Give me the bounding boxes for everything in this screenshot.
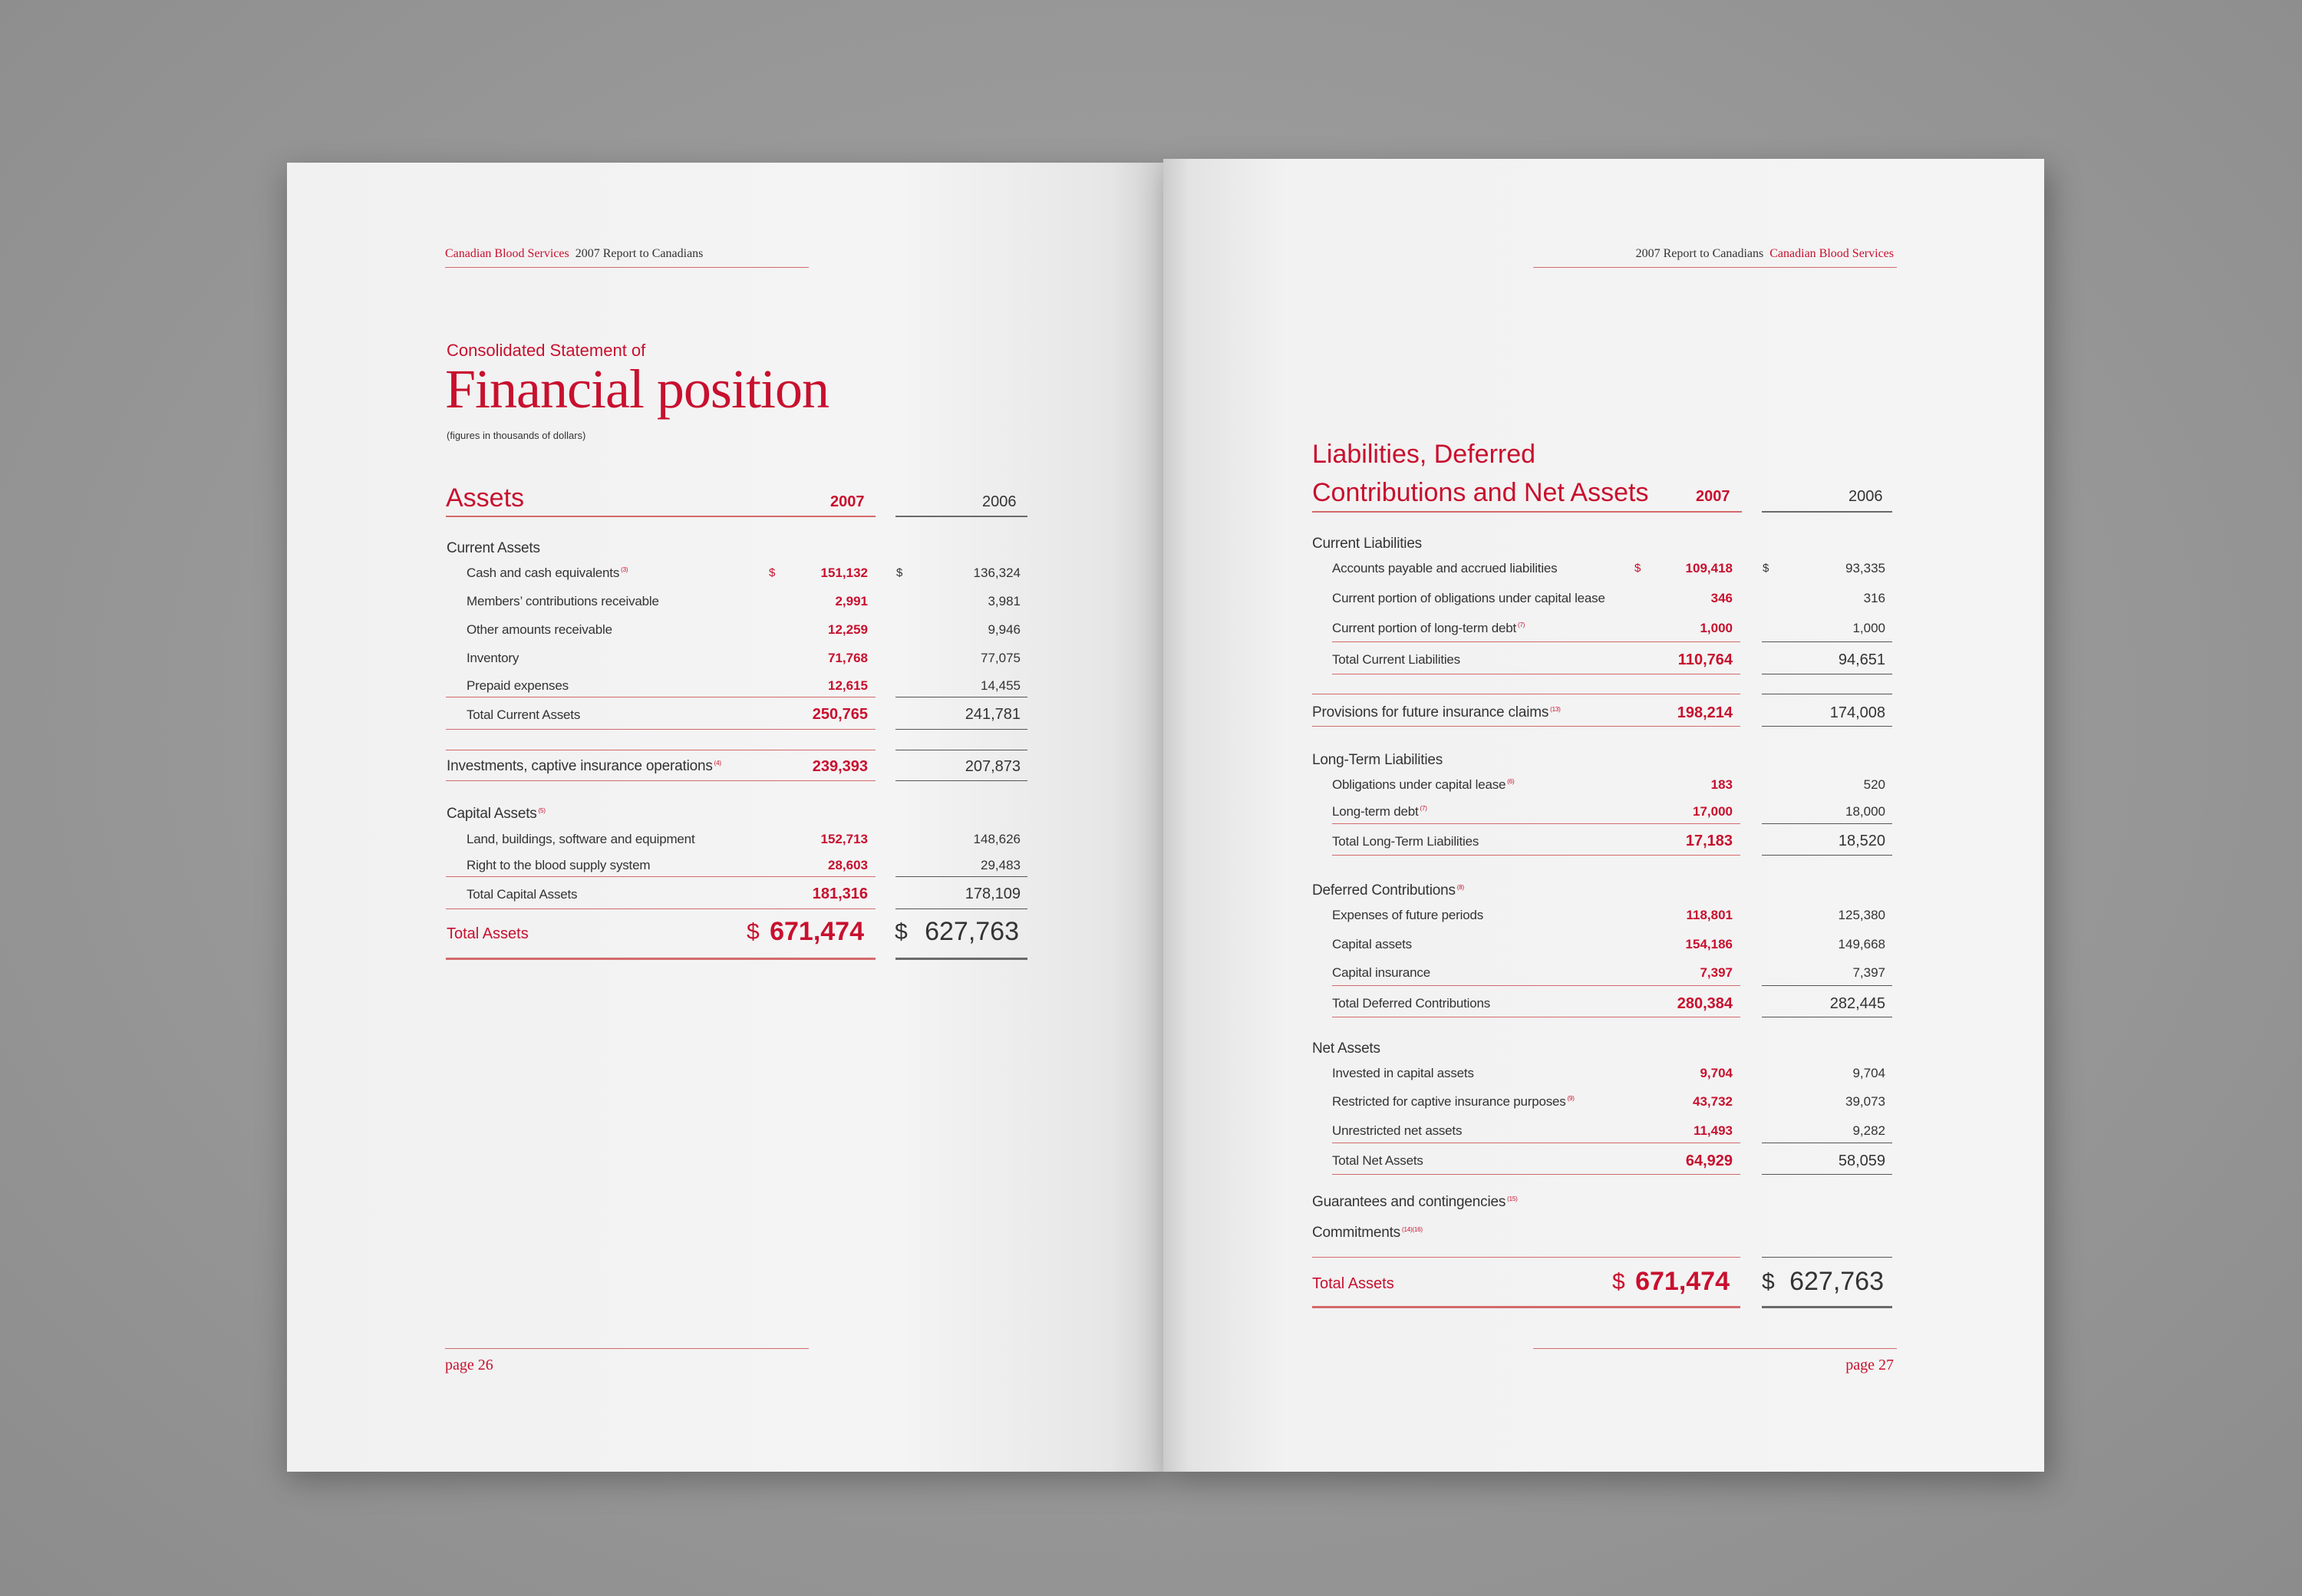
section-rule-2007 — [1312, 511, 1742, 513]
row-label: Current portion of long-term debt — [1332, 621, 1517, 635]
footer-rule — [1533, 1348, 1897, 1349]
right-running-header — [1533, 247, 1894, 261]
capital-assets-heading: Capital Assets — [447, 806, 537, 822]
total-2007: 110,764 — [1677, 651, 1733, 668]
total-label: Total Long-Term Liabilities — [1332, 834, 1479, 849]
row-rule — [1762, 855, 1892, 856]
value-2006: 136,324 — [973, 566, 1021, 580]
row-label: Right to the blood supply system — [467, 858, 651, 872]
row-rule — [1762, 985, 1892, 986]
value-2006: 149,668 — [1838, 937, 1885, 951]
note-ref: (3) — [621, 566, 628, 574]
note-ref: (5) — [538, 806, 546, 814]
value-2006: 125,380 — [1838, 908, 1885, 922]
value-2006: 93,335 — [1845, 561, 1885, 575]
section-rule-2007 — [446, 516, 876, 517]
note-ref: (4) — [714, 759, 721, 767]
total-assets-label: Total Assets — [1312, 1275, 1394, 1292]
row-label: Provisions for future insurance claims — [1312, 704, 1549, 721]
total-assets-2006: 627,763 — [925, 917, 1019, 946]
value-2007: 11,493 — [1693, 1123, 1733, 1138]
note-ref: (8) — [1456, 883, 1464, 891]
row-rule — [1332, 823, 1740, 824]
value-2006: 77,075 — [981, 651, 1021, 665]
note-ref: (7) — [1518, 622, 1525, 629]
value-2006: 7,397 — [1852, 965, 1885, 980]
total-2007: 181,316 — [812, 885, 868, 902]
value-2006: 14,455 — [981, 678, 1021, 693]
total-label: Total Deferred Contributions — [1332, 996, 1491, 1011]
value-2006: 520 — [1863, 777, 1885, 792]
total-2006: 18,520 — [1838, 833, 1885, 849]
header-report: 2007 Report to Canadians — [575, 247, 704, 260]
row-rule — [446, 908, 876, 909]
guarantees-label: Guarantees and contingencies — [1312, 1194, 1506, 1210]
row-rule — [446, 729, 876, 730]
section-heading-line1: Liabilities, Deferred — [1312, 440, 1536, 469]
col-header-2006: 2006 — [982, 493, 1017, 510]
row-label: Investments, captive insurance operations — [447, 758, 713, 774]
value-2006: 174,008 — [1829, 704, 1885, 721]
row-label: Expenses of future periods — [1332, 908, 1484, 922]
total-2006: 58,059 — [1838, 1152, 1885, 1169]
value-2007: 109,418 — [1685, 561, 1733, 575]
row-label: Inventory — [467, 651, 519, 665]
total-2006: 241,781 — [965, 706, 1021, 723]
deferred-heading: Deferred Contributions — [1312, 882, 1456, 899]
total-label: Total Net Assets — [1332, 1153, 1423, 1168]
row-rule — [1312, 726, 1740, 727]
page-title: Financial position — [445, 358, 829, 420]
total-2006: 94,651 — [1838, 651, 1885, 668]
note-ref: (7) — [1420, 805, 1427, 813]
value-2007: 152,713 — [820, 832, 868, 846]
col-header-2007: 2007 — [830, 493, 865, 510]
value-2006: 1,000 — [1852, 621, 1885, 635]
row-rule — [1332, 985, 1740, 986]
row-rule — [1762, 823, 1892, 824]
total-label: Total Current Liabilities — [1332, 652, 1460, 667]
header-org: Canadian Blood Services — [1769, 247, 1894, 260]
value-2007: 198,214 — [1677, 704, 1733, 721]
note-ref: (14)(16) — [1401, 1225, 1423, 1233]
value-2007: 2,991 — [835, 594, 868, 608]
row-label: Invested in capital assets — [1332, 1066, 1474, 1080]
header-report: 2007 Report to Canadians — [1635, 247, 1764, 260]
total-assets-label: Total Assets — [447, 925, 529, 942]
value-2006: 18,000 — [1845, 804, 1885, 819]
value-2007: 12,259 — [828, 622, 868, 637]
row-label: Other amounts receivable — [467, 622, 612, 637]
row-label: Members’ contributions receivable — [467, 594, 659, 608]
value-2006: 9,704 — [1852, 1066, 1885, 1080]
header-rule — [1533, 267, 1897, 268]
page-number: page 26 — [445, 1357, 493, 1373]
note-ref: (15) — [1507, 1195, 1518, 1202]
net-assets-heading: Net Assets — [1312, 1040, 1380, 1057]
grand-total-rule — [895, 958, 1027, 960]
total-2006: 178,109 — [965, 885, 1021, 902]
grand-total-rule — [446, 958, 876, 960]
row-rule — [895, 729, 1027, 730]
total-2007: 17,183 — [1685, 833, 1733, 849]
total-assets-2007: 671,474 — [1635, 1267, 1730, 1296]
note-ref: (13) — [1550, 705, 1561, 713]
row-label: Obligations under capital lease — [1332, 777, 1506, 792]
currency-2006: $ — [1762, 1269, 1775, 1294]
value-2006: 316 — [1863, 591, 1885, 605]
row-rule — [1762, 641, 1892, 642]
row-rule — [1762, 726, 1892, 727]
currency-2006: $ — [896, 566, 903, 579]
row-rule — [1762, 1257, 1892, 1258]
value-2007: 71,768 — [828, 651, 868, 665]
row-label: Current portion of obligations under capital lease — [1332, 591, 1605, 605]
row-rule — [446, 876, 876, 877]
value-2007: 9,704 — [1700, 1066, 1733, 1080]
right-page — [1163, 159, 2044, 1472]
value-2007: 12,615 — [828, 678, 868, 693]
row-rule — [446, 780, 876, 781]
note-ref: (9) — [1567, 1095, 1575, 1103]
total-label: Total Current Assets — [467, 707, 581, 722]
grand-total-rule — [1312, 1306, 1740, 1308]
currency-2006: $ — [895, 919, 908, 945]
grand-total-rule — [1762, 1306, 1892, 1308]
statement-kicker: Consolidated Statement of — [447, 341, 646, 360]
currency-2007: $ — [747, 919, 760, 945]
row-rule — [1332, 641, 1740, 642]
total-assets-2006: 627,763 — [1789, 1267, 1884, 1296]
value-2007: 154,186 — [1685, 937, 1733, 951]
value-2007: 28,603 — [828, 858, 868, 872]
section-heading-line2: Contributions and Net Assets — [1312, 478, 1649, 507]
row-rule — [1332, 1174, 1740, 1175]
value-2007: 183 — [1710, 777, 1733, 792]
header-org: Canadian Blood Services — [445, 247, 569, 260]
value-2006: 3,981 — [988, 594, 1021, 608]
value-2006: 9,946 — [988, 622, 1021, 637]
row-rule — [895, 876, 1027, 877]
page-number: page 27 — [1845, 1357, 1894, 1373]
total-label: Total Capital Assets — [467, 887, 578, 902]
row-label: Accounts payable and accrued liabilities — [1332, 561, 1558, 575]
value-2007: 1,000 — [1700, 621, 1733, 635]
section-heading-assets: Assets — [446, 483, 525, 513]
row-rule — [1312, 1257, 1740, 1258]
value-2007: 43,732 — [1693, 1094, 1733, 1109]
col-header-2006: 2006 — [1849, 488, 1883, 505]
value-2006: 9,282 — [1852, 1123, 1885, 1138]
section-rule-2006 — [1762, 511, 1892, 513]
row-label: Capital insurance — [1332, 965, 1430, 980]
value-2007: 151,132 — [820, 566, 868, 580]
row-label: Long-term debt — [1332, 804, 1419, 819]
note-ref: (6) — [1507, 778, 1515, 786]
currency-2007: $ — [769, 566, 776, 579]
value-2007: 346 — [1710, 591, 1733, 605]
row-label: Land, buildings, software and equipment — [467, 832, 695, 846]
total-2007: 64,929 — [1685, 1152, 1733, 1169]
row-label: Cash and cash equivalents — [467, 566, 620, 580]
header-rule — [445, 267, 809, 268]
value-2006: 148,626 — [973, 832, 1021, 846]
value-2007: 17,000 — [1693, 804, 1733, 819]
value-2006: 29,483 — [981, 858, 1021, 872]
current-liabilities-heading: Current Liabilities — [1312, 536, 1422, 552]
total-2006: 282,445 — [1829, 995, 1885, 1012]
figures-note: (figures in thousands of dollars) — [447, 430, 586, 441]
total-2007: 250,765 — [812, 706, 868, 723]
row-label: Unrestricted net assets — [1332, 1123, 1463, 1138]
row-rule — [1332, 855, 1740, 856]
left-running-header — [445, 247, 703, 261]
row-rule — [1762, 1174, 1892, 1175]
row-label: Restricted for captive insurance purposes — [1332, 1094, 1566, 1109]
row-rule — [895, 780, 1027, 781]
current-assets-heading: Current Assets — [447, 540, 540, 556]
section-rule-2006 — [895, 516, 1027, 517]
row-label: Capital assets — [1332, 937, 1412, 951]
row-label: Prepaid expenses — [467, 678, 569, 693]
value-2006: 207,873 — [965, 758, 1021, 775]
value-2006: 39,073 — [1845, 1094, 1885, 1109]
footer-rule — [445, 1348, 809, 1349]
total-assets-2007: 671,474 — [770, 917, 864, 946]
commitments-label: Commitments — [1312, 1225, 1400, 1241]
value-2007: 118,801 — [1686, 908, 1733, 922]
col-header-2007: 2007 — [1696, 488, 1730, 505]
currency-2007: $ — [1612, 1269, 1625, 1294]
currency-2006: $ — [1763, 562, 1769, 575]
long-term-heading: Long-Term Liabilities — [1312, 752, 1443, 768]
value-2007: 7,397 — [1700, 965, 1733, 980]
total-2007: 280,384 — [1677, 995, 1733, 1012]
value-2007: 239,393 — [812, 758, 868, 775]
currency-2007: $ — [1634, 562, 1641, 575]
row-rule — [895, 908, 1027, 909]
